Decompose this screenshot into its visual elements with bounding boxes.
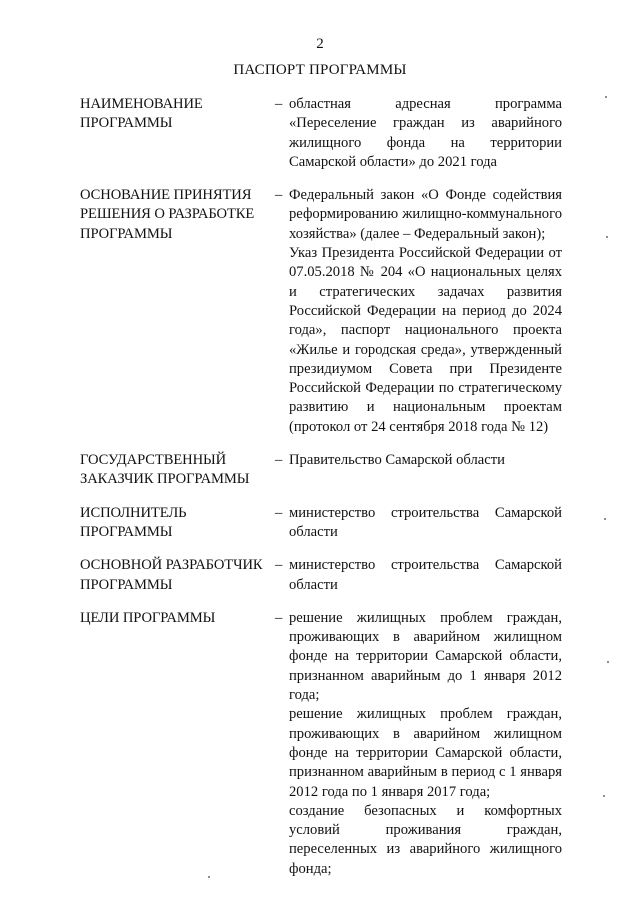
page-number: 2	[316, 36, 324, 52]
row-dash: –	[275, 609, 283, 626]
row-value	[289, 609, 562, 879]
row-label: НАИМЕНОВАНИЕ ПРОГРАММЫ	[80, 96, 203, 132]
value-paragraph: решение жилищных проблем граждан, проживающих в аварийном жилищном фонде на территории Самарской области, признанном аварийным до 1 января 2012 года;	[289, 609, 562, 704]
scan-speck	[208, 876, 210, 878]
scan-speck	[607, 661, 609, 663]
value-paragraph: Федеральный закон «О Фонде содействия реформированию жилищно-коммунального хозяйства» (далее – Федеральный закон);	[289, 187, 562, 242]
row-label: ИСПОЛНИТЕЛЬ ПРОГРАММЫ	[80, 504, 187, 540]
passport-table	[80, 95, 580, 893]
passport-row-customer	[80, 451, 580, 490]
row-label: ОСНОВАНИЕ ПРИНЯТИЯ РЕШЕНИЯ О РАЗРАБОТКЕ ПРОГРАММЫ	[80, 187, 255, 242]
passport-row-goals	[80, 609, 580, 879]
row-label: ЦЕЛИ ПРОГРАММЫ	[80, 609, 216, 626]
passport-row-basis	[80, 186, 580, 437]
scan-speck	[605, 96, 607, 98]
row-value	[289, 504, 562, 543]
row-dash: –	[275, 452, 283, 469]
passport-row-developer	[80, 556, 580, 595]
row-dash: –	[275, 187, 283, 204]
row-label: ОСНОВНОЙ РАЗРАБОТЧИК ПРОГРАММЫ	[80, 557, 263, 593]
passport-row-name	[80, 95, 580, 172]
row-dash: –	[275, 557, 283, 574]
row-value	[289, 556, 562, 595]
value-paragraph: решение жилищных проблем граждан, проживающих в аварийном жилищном фонде на территории Самарской области, признанном аварийным в период с 1 января 2012 года по 1 января 2017 года;	[289, 706, 562, 800]
passport-row-executor	[80, 504, 580, 543]
value-paragraph: создание безопасных и комфортных условий проживания граждан, переселенных из аварийного жилищного фонда;	[289, 802, 562, 877]
scan-speck	[603, 795, 605, 797]
row-value	[289, 95, 562, 172]
document-title: ПАСПОРТ ПРОГРАММЫ	[233, 62, 407, 78]
scan-speck	[606, 236, 608, 238]
value-paragraph: министерство строительства Самарской области	[289, 557, 562, 593]
value-paragraph: Правительство Самарской области	[289, 452, 505, 469]
row-value	[289, 451, 562, 470]
scan-speck	[604, 518, 606, 520]
row-dash: –	[275, 96, 283, 112]
value-paragraph: областная адресная программа «Переселение граждан из аварийного жилищного фонда на территории Самарской области» до 2021 года	[289, 96, 562, 170]
value-paragraph: Указ Президента Российской Федерации от 07.05.2018 № 204 «О национальных целях и стратегических задачах развития Российской Федерации на период до 2024 года», паспорт национального проекта «Жилье и городская среда», утвержденный президиумом Совета при Президенте Российской Федерации по стратегическому развитию и национальным проектам (протокол от 24 сентября 2018 года № 12)	[289, 245, 562, 435]
row-dash: –	[275, 504, 283, 521]
row-value	[289, 186, 562, 437]
value-paragraph: министерство строительства Самарской области	[289, 504, 562, 540]
row-label: ГОСУДАРСТВЕННЫЙ ЗАКАЗЧИК ПРОГРАММЫ	[80, 452, 250, 488]
